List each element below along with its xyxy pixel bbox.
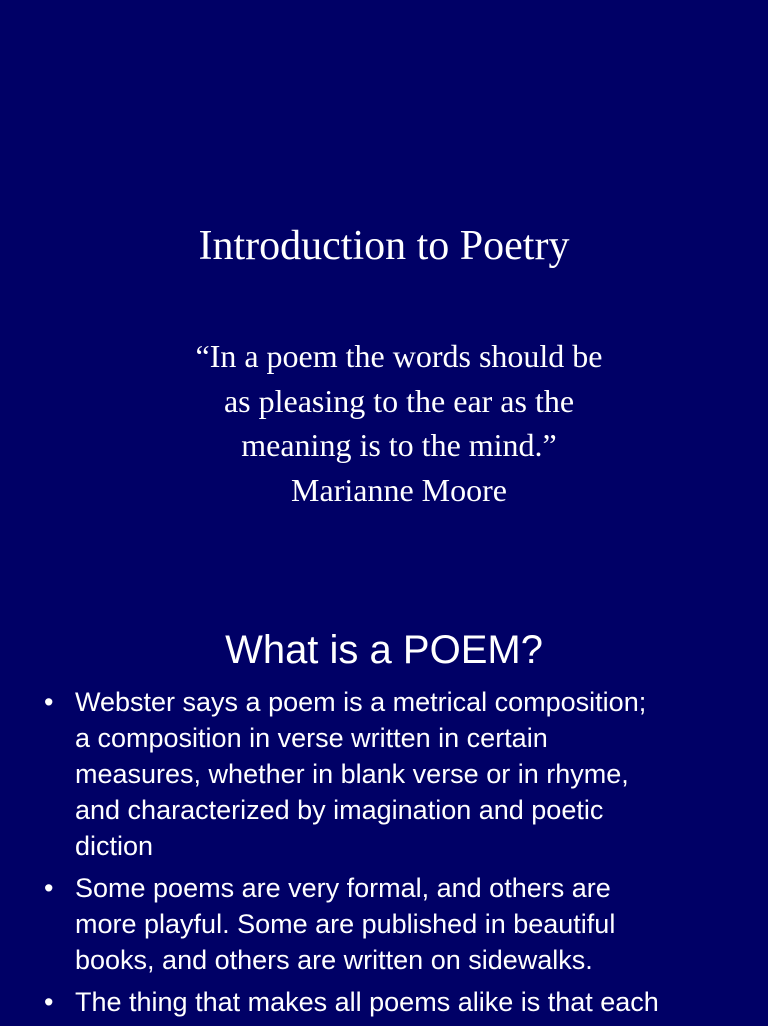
quote-author: Marianne Moore [291,471,507,508]
bullet-text-line: diction [75,831,154,861]
bullet-text-line: Some poems are very formal, and others are [75,873,611,903]
bullet-text-line: more playful. Some are published in beautiful [75,909,616,939]
quote-line: “In a poem the words should be [195,338,603,374]
bullet-text-line: Webster says a poem is a metrical composition; [75,687,647,717]
quote-line: meaning is to the mind.” [241,427,557,463]
bullet-icon: • [44,687,54,717]
slide-what-is-poem [0,604,768,1024]
quote-line: as pleasing to the ear as the [223,382,575,419]
quote-block [134,334,664,512]
bullet-item [0,870,768,978]
bullet-text-line: and characterized by imagination and poetic [75,795,604,825]
bullet-text-line: The thing that makes all poems alike is that each [75,987,659,1017]
bullet-text-line: a composition in verse written in certain [75,723,548,753]
bullet-item [0,984,768,1020]
bullet-icon: • [44,873,54,903]
bullet-list [0,684,768,1026]
bullet-icon: • [44,987,54,1017]
slide-title: What is a POEM? [225,628,543,672]
slide-title: Introduction to Poetry [198,223,570,269]
bullet-item [0,684,768,864]
bullet-text-line: measures, whether in blank verse or in rhyme, [75,759,629,789]
bullet-text-line: books, and others are written on sidewalks. [75,945,593,975]
